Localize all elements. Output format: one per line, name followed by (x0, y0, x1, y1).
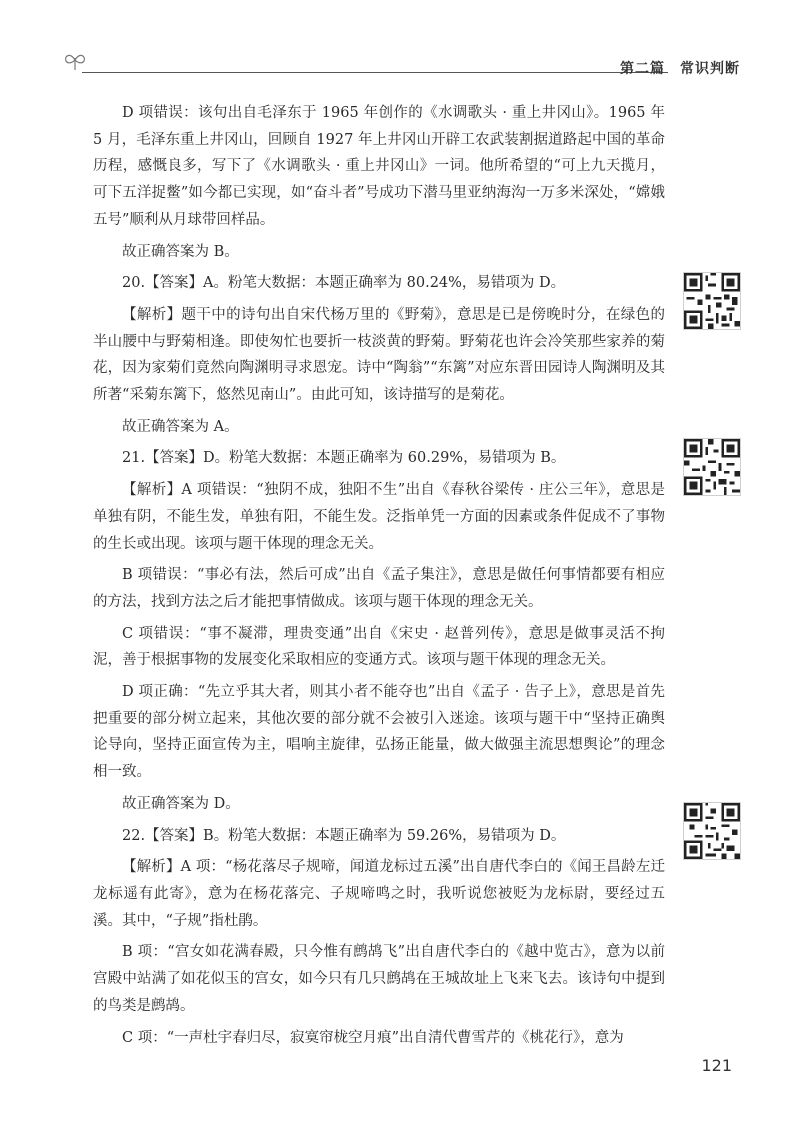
paragraph: D 项正确：“先立乎其大者，则其小者不能夺也”出自《孟子 · 告子上》，意思是首先把重要的部分树立起来，其他次要的部分就不会被引入迷途。该项与题干中“坚持正确舆论导向，坚持正面宣传为主，唱响主旋律，弘扬正能量，做大做强主流思想舆论”的理念相一致。 (93, 684, 665, 781)
page-number: 121 (701, 1056, 732, 1075)
paragraph: C 项：“一声杜宇春归尽，寂寞帘栊空月痕”出自清代曹雪芹的《桃花行》，意为 (122, 1029, 624, 1046)
paragraph: D 项错误：该句出自毛泽东于 1965 年创作的《水调歌头 · 重上井冈山》。1965 年 5 月，毛泽东重上井冈山，回顾自 1927 年上井冈山开辟工农武装割据道路起中国的革命历程，感慨良多，写下了《水调歌头 · 重上井冈山》一词。他所希望的“可上九天揽月，可下五洋捉鳖”如今都已实现，如“奋斗者”号成功下潜马里亚纳海沟一万多米深处，“嫦娥五号”顺利从月球带回样品。 (93, 105, 665, 228)
analysis-paragraph: 【解析】A 项错误：“独阴不成，独阳不生”出自《春秋谷梁传 · 庄公三年》，意思是单独有阴，不能生发，单独有阳，不能生发。泛指单凭一方面的因素或条件促成不了事物的生长或出现。该项与题干体现的理念无关。 (93, 482, 665, 552)
running-header (60, 48, 740, 78)
qr-code-icon[interactable] (683, 802, 741, 860)
analysis-paragraph: 【解析】题干中的诗句出自宋代杨万里的《野菊》，意思是已是傍晚时分，在绿色的半山腰中与野菊相逢。即使匆忙也要折一枝淡黄的野菊。野菊花也许会冷笑那些家养的菊花，因为家菊们竟然向陶渊明寻求恩宠。诗中“陶翁”“东篱”对应东晋田园诗人陶渊明及其所著“采菊东篱下，悠然见南山”。由此可知，该诗描写的是菊花。 (93, 306, 665, 404)
leaf-icon (60, 48, 90, 78)
answer-line: 22.【答案】B。粉笔大数据：本题正确率为 59.26%，易错项为 D。 (122, 827, 566, 844)
paragraph: 故正确答案为 B。 (122, 243, 239, 260)
header-rule (82, 72, 668, 73)
answer-line: 20.【答案】A。粉笔大数据：本题正确率为 80.24%，易错项为 D。 (122, 275, 566, 292)
analysis-paragraph: 【解析】A 项：“杨花落尽子规啼，闻道龙标过五溪”出自唐代李白的《闻王昌龄左迁龙标遥有此寄》，意为在杨花落完、子规啼鸣之时，我听说您被贬为龙标尉，要经过五溪。其中，“子规”指杜鹃。 (93, 859, 665, 929)
answer-line: 21.【答案】D。粉笔大数据：本题正确率为 60.29%，易错项为 B。 (122, 450, 566, 467)
answer-explanations (93, 100, 665, 1056)
paragraph: 故正确答案为 D。 (122, 795, 240, 812)
paragraph: C 项错误：“事不凝滞，理贵变通”出自《宋史 · 赵普列传》，意思是做事灵活不拘泥，善于根据事物的发展变化采取相应的变通方式。该项与题干体现的理念无关。 (93, 625, 665, 669)
qr-code-icon[interactable] (683, 272, 741, 330)
paragraph: 故正确答案为 A。 (122, 418, 239, 435)
section-title: 第二篇 常识判断 (620, 61, 740, 77)
paragraph: B 项：“宫女如花满春殿，只今惟有鹧鸪飞”出自唐代李白的《越中览古》，意为以前宫殿中站满了如花似玉的宫女，如今只有几只鹧鸪在王城故址上飞来飞去。该诗句中提到的鸟类是鹧鸪。 (93, 944, 665, 1014)
paragraph: B 项错误：“事必有法，然后可成”出自《孟子集注》，意思是做任何事情都要有相应的方法，找到方法之后才能把事情做成。该项与题干体现的理念无关。 (93, 567, 665, 610)
qr-code-icon[interactable] (683, 438, 741, 496)
